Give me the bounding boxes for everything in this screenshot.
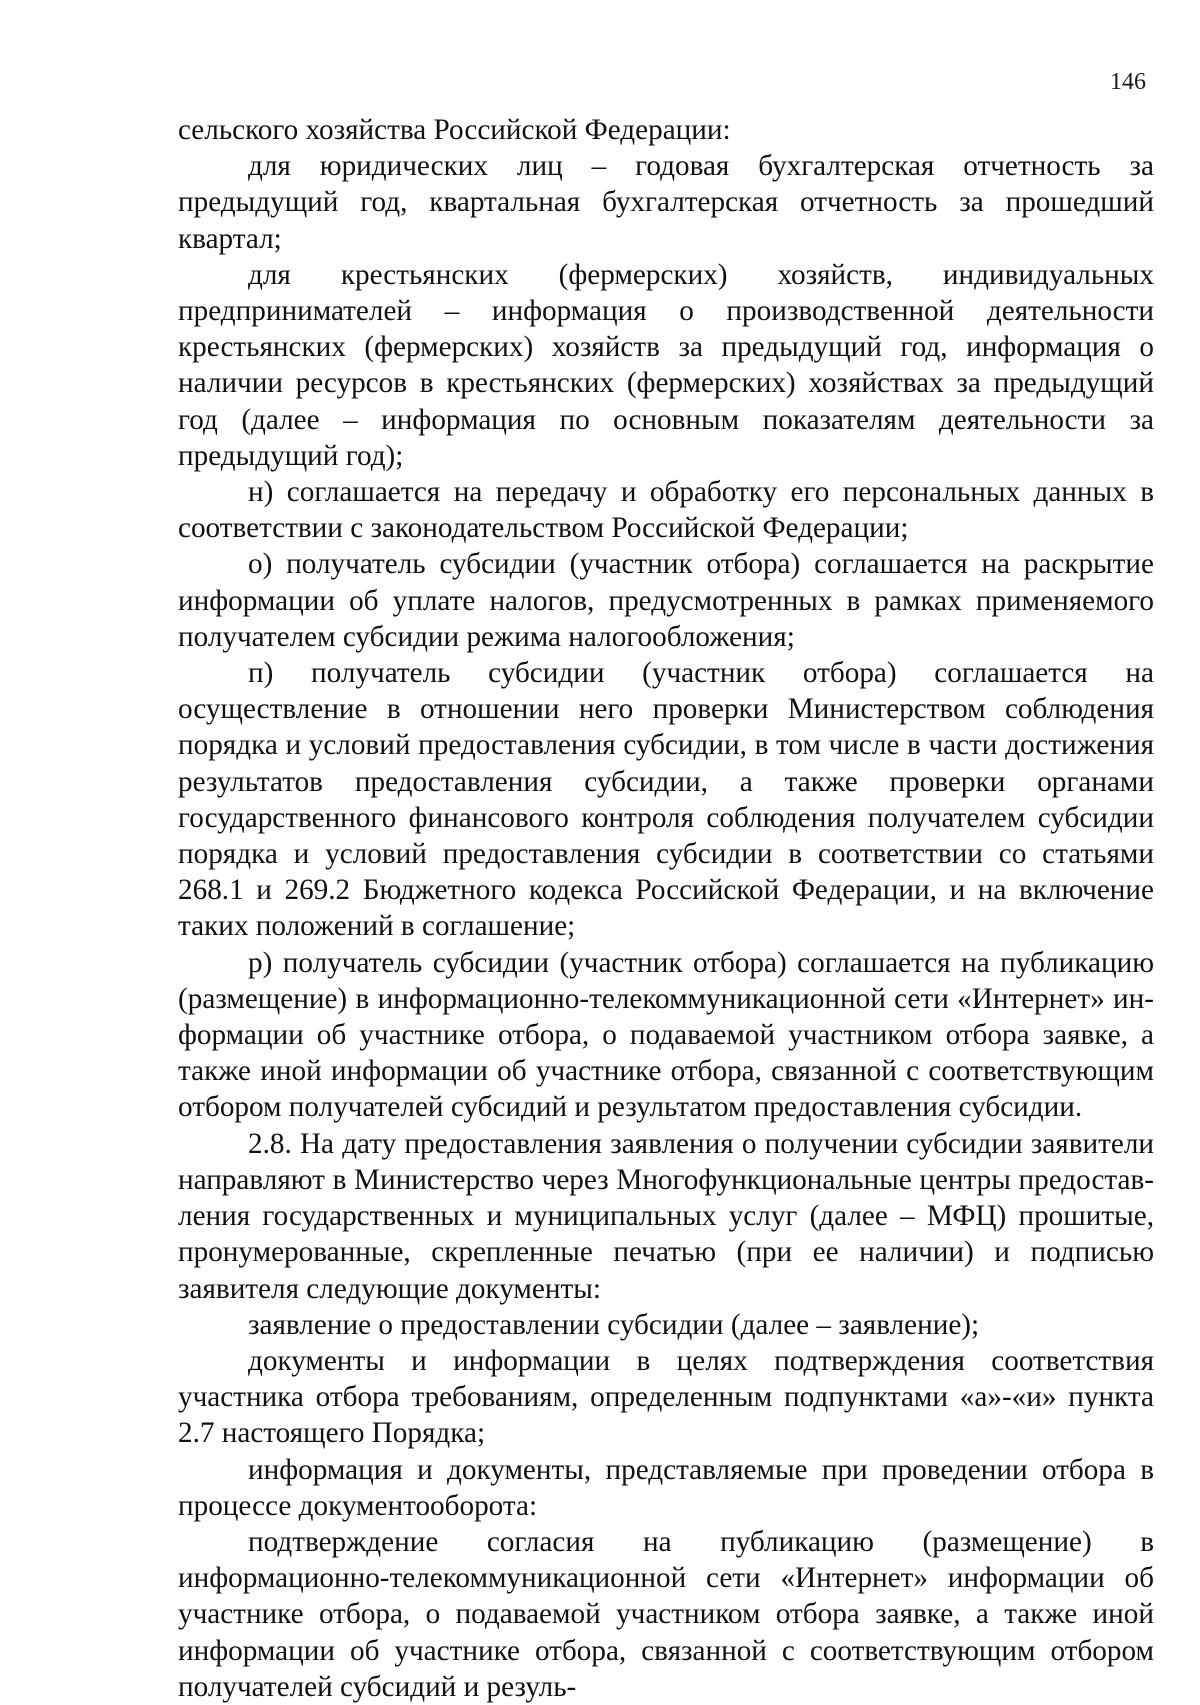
paragraph: п) получатель субсидии (участник отбора) соглашается на осуществление в отношении него проверки Министерством соблюдения порядка и условий предоставления субсидии, в том числе в части достижения результатов предоставления субсидии, а также проверки органами государственного финансового контроля соблюдения получателем субсидии порядка и условий предоставления субсидии в соответствии со статьями 268.1 и 269.2 Бюджетного кодекса Российской Федерации, и на включение таких положений в соглашение; <box>178 657 1154 943</box>
paragraph: 2.8. На дату предоставления заявления о получении субсидии заявители направляют в Министерство через Многофункциональные центры предоставления государственных и муниципальных услуг (далее – МФЦ) прошитые, пронумерованные, скрепленные печатью (при ее наличии) и подписью заявителя следующие документы: <box>178 1127 1154 1305</box>
page-number: 146 <box>1110 69 1146 95</box>
document-body <box>178 112 1154 1705</box>
paragraph: р) получатель субсидии (участник отбора) соглашается на публикацию (размещение) в информационно-телекоммуникационной сети «Интернет» информации об участнике отбора, о подаваемой участником отбора заявке, а также иной информации об участнике отбора, связанной с соответствующим отбором получателей субсидий и результатом предоставления субсидии. <box>178 946 1154 1124</box>
paragraph: н) соглашается на передачу и обработку его персональных данных в соответствии с законодательством Российской Федерации; <box>178 476 1154 545</box>
paragraph: о) получатель субсидии (участник отбора) соглашается на раскрытие информации об уплате налогов, предусмотренных в рамках применяемого получателем субсидии режима налогообложения; <box>178 548 1154 653</box>
paragraph: подтверждение согласия на публикацию (размещение) в информационно-телекоммуникационной сети «Интернет» информации об участнике отбора, о подаваемой участником отбора заявке, а также иной информации об участнике отбора, связанной с соответствующим отбором получателей субсидий и резуль- <box>178 1525 1154 1703</box>
paragraph: документы и информации в целях подтверждения соответствия участника отбора требованиям, определенным подпунктами «а»-«и» пункта 2.7 настоящего Порядка; <box>178 1344 1154 1450</box>
paragraph: для юридических лиц – годовая бухгалтерская отчетность за предыдущий год, квартальная бухгалтерская отчетность за прошедший квартал; <box>178 150 1154 255</box>
paragraph: сельского хозяйства Российской Федерации: <box>178 114 731 146</box>
paragraph: заявление о предоставлении субсидии (далее – заявление); <box>248 1308 980 1341</box>
paragraph: для крестьянских (фермерских) хозяйств, индивидуальных предпринимателей – информация о производственной деятельности крестьянских (фермерских) хозяйств за предыдущий год, информация о наличии ресурсов в крестьянских (фермерских) хозяйствах за предыдущий год (далее – информация по основным показателям деятельности за предыдущий год); <box>178 258 1154 472</box>
paragraph: информация и документы, представляемые при проведении отбора в процессе документооборота: <box>178 1453 1154 1522</box>
